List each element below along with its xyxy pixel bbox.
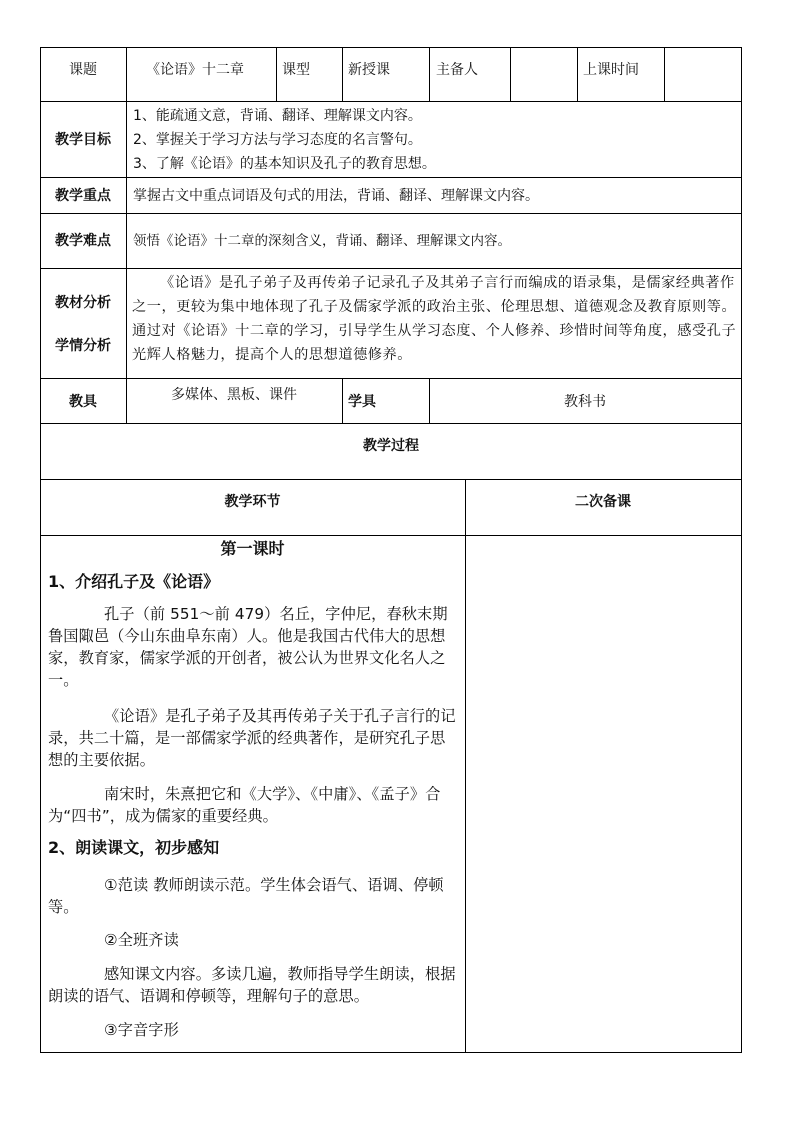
paragraph-four-books: 南宋时，朱熹把它和《大学》、《中庸》、《孟子》合为“四书”，成为儒家的重要经典。 xyxy=(48,785,441,825)
step-comprehension: 感知课文内容。多读几遍，教师指导学生朗读，根据朗读的语气、语调和停顿等，理解句子的意思。 xyxy=(48,965,456,1005)
process-col-left: 教学环节 xyxy=(224,494,281,510)
paragraph-analects: 《论语》是孔子弟子及其再传弟子关于孔子言行的记录，共二十篇，是一部儒家学派的经典著作，是研究孔子思想的主要依据。 xyxy=(48,707,456,769)
topic-value: 《论语》十二章 xyxy=(146,62,244,78)
process-title: 教学过程 xyxy=(363,438,419,454)
type-value: 新授课 xyxy=(348,62,390,78)
learning-tools-label: 学具 xyxy=(348,394,376,410)
goals-label: 教学目标 xyxy=(55,132,111,148)
key-points-text: 掌握古文中重点词语及句式的用法，背诵、翻译、理解课文内容。 xyxy=(133,188,539,204)
goal-item-3: 3、了解《论语》的基本知识及孔子的教育思想。 xyxy=(133,156,436,172)
teaching-tools-label: 教具 xyxy=(69,394,97,410)
difficulties-label: 教学难点 xyxy=(55,233,111,249)
teaching-tools-value: 多媒体、黑板、课件 xyxy=(171,387,297,403)
paragraph-confucius: 孔子（前 551～前 479）名丘，字仲尼，春秋末期鲁国陬邑（今山东曲阜东南）人。他是我国古代伟大的思想家，教育家，儒家学派的开创者，被公认为世界文化名人之一。 xyxy=(48,605,448,689)
difficulties-text: 领悟《论语》十二章的深刻含义，背诵、翻译、理解课文内容。 xyxy=(133,233,511,249)
analysis-text: 《论语》是孔子弟子及再传弟子记录孔子及其弟子言行而编成的语录集，是儒家经典著作之一，更较为集中地体现了孔子及儒家学派的政治主张、伦理思想、道德观念及教育原则等。通过对《论语》十二章的学习，引导学生从学习态度、个人修养、珍惜时间等角度，感受孔子光辉人格魅力，提高个人的思想道德修养。 xyxy=(132,275,737,363)
session-title: 第一课时 xyxy=(220,539,285,558)
material-analysis-label: 教材分析 xyxy=(55,295,111,311)
section-2-title: 2、朗读课文，初步感知 xyxy=(48,838,220,857)
learning-tools-value: 教科书 xyxy=(564,394,606,410)
step-pronunciation: ③字音字形 xyxy=(104,1021,179,1039)
step-class-reading: ②全班齐读 xyxy=(104,931,179,949)
goal-item-2: 2、掌握关于学习方法与学习态度的名言警句。 xyxy=(133,132,422,148)
class-time-label: 上课时间 xyxy=(583,62,639,78)
preparer-label: 主备人 xyxy=(436,62,478,78)
step-model-reading: ①范读 教师朗读示范。学生体会语气、语调、停顿等。 xyxy=(48,876,444,916)
section-1-title: 1、介绍孔子及《论语》 xyxy=(48,572,220,591)
student-analysis-label: 学情分析 xyxy=(55,338,111,354)
type-label: 课型 xyxy=(282,62,310,78)
process-col-right: 二次备课 xyxy=(575,494,631,510)
goal-item-1: 1、能疏通文意，背诵、翻译、理解课文内容。 xyxy=(133,108,422,124)
key-points-label: 教学重点 xyxy=(55,188,111,204)
topic-label: 课题 xyxy=(69,62,97,78)
